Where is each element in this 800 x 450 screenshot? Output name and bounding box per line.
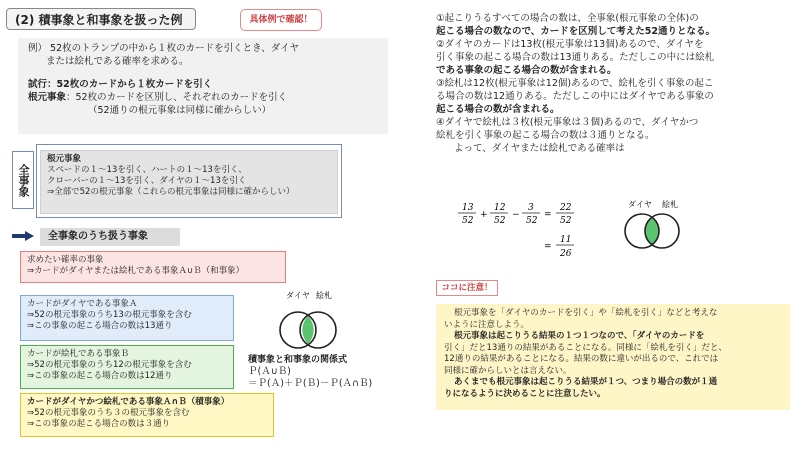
all-events-box [40, 150, 338, 214]
formula-line: ＝Ｐ(Ａ)＋Ｐ(Ｂ)－Ｐ(Ａ∩Ｂ) [248, 378, 373, 389]
all-events-label: 全事象 [12, 151, 34, 209]
card-line: カードがダイヤかつ絵札である事象Ａ∩Ｂ（積事象） [27, 397, 230, 407]
explanation-line: ②ダイヤのカードは13枚(根元事象は13個)あるので、ダイヤを [436, 39, 704, 50]
root-event-label: 根元事象 [28, 92, 67, 103]
all-events-line: ⇒全部で52の根元事象（これらの根元事象は同様に確からしい） [47, 187, 295, 197]
denominator: 52 [462, 216, 474, 226]
explanation-line: である事象の起こる場合の数が含まれる。 [436, 65, 617, 76]
trial-text: 試行：52枚のカードから１枚カードを引く [28, 79, 213, 90]
explanation-line: よって、ダイヤまたは絵札である確率は [454, 143, 625, 154]
venn-label-diamond: ダイヤ [286, 291, 310, 300]
card-line: ⇒52の根元事象のうち13の根元事象を含む [27, 310, 192, 320]
section-title: (2) 積事象と和事象を扱った例 [6, 8, 196, 30]
explanation-line: 絵札を引く事象の起こる場合の数は３通りとなる。 [436, 130, 655, 141]
root-event-desc: ：52枚のカードを区別し、それぞれのカードを引く [66, 92, 288, 103]
probability-fraction [456, 200, 596, 264]
formula-line: Ｐ(Ａ∪Ｂ) [248, 366, 291, 377]
venn-label-face: 絵札 [316, 291, 332, 300]
note-line: りになるように決めることに注意したい。 [444, 388, 606, 399]
explanation-line: る場合の数は12通りある。ただしこの中にはダイヤである事象の [436, 91, 714, 102]
note-line: いように注意しよう。 [444, 319, 530, 330]
explanation-text [436, 12, 790, 155]
card-line: ⇒この事象の起こる場合の数は12通り [27, 371, 173, 381]
note-line: 根元事象は起こりうる結果の１つ１つなので、「ダイヤのカードを [454, 331, 705, 341]
root-event-note: （52通りの根元事象は同様に確からしい） [88, 105, 272, 116]
all-events-line: クローバーの１～13を引く、ダイヤの１～13を引く [47, 176, 247, 186]
root-event-text [28, 91, 378, 104]
card-line: カードがダイヤである事象Ａ [27, 299, 138, 309]
note-line: 引く」だと13通りの結果があることになる。同様に「絵札を引く」だと、 [444, 342, 727, 353]
venn-diagram [610, 198, 694, 250]
card-line: ⇒カードがダイヤまたは絵札である事象Ａ∪Ｂ（和事象） [27, 266, 245, 276]
card-line: 求めたい確率の事象 [27, 255, 104, 265]
explanation-line: 引く事象の起こる場合の数は13通りある。ただしこの中には絵札 [436, 52, 715, 63]
explanation-line: 起こる場合の数が含まれる。 [436, 104, 560, 115]
handled-events-heading: 全事象のうち扱う事象 [40, 228, 180, 246]
numerator: 3 [528, 203, 534, 213]
explanation-line: ①起こりうるすべての場合の数は、全事象(根元事象の全体)の [436, 13, 699, 24]
card-line: ⇒この事象の起こる場合の数は３通り [27, 419, 171, 429]
venn-label-face: 絵札 [662, 200, 678, 209]
denominator: 52 [560, 216, 572, 226]
note-line: 同様に確からしいとは言えない。 [444, 365, 572, 376]
example-badge: 具体例で確認！ [240, 9, 322, 31]
formula-block [248, 354, 388, 390]
equals-sign: = [544, 242, 552, 252]
union-event-card [20, 251, 286, 283]
formula-title: 積事象と和事象の関係式 [248, 355, 348, 365]
card-line: ⇒この事象の起こる場合の数は13通り [27, 321, 173, 331]
denominator: 52 [526, 216, 538, 226]
card-line: ⇒52の根元事象のうち12の根元事象を含む [27, 360, 192, 370]
all-events-heading: 根元事象 [47, 154, 82, 164]
explanation-line: ③絵札は12枚(根元事象は12個)あるので、絵札を引く事象の起こ [436, 78, 714, 89]
venn-diagram [268, 288, 348, 350]
numerator: 11 [560, 235, 572, 245]
card-line: カードが絵札である事象Ｂ [27, 349, 130, 359]
note-line: 12通りの結果があることになる。結果の数に違いが出るので、これでは [444, 354, 719, 364]
minus-sign: − [512, 210, 520, 220]
card-line: ⇒52の根元事象のうち３の根元事象を含む [27, 408, 190, 418]
example-box [18, 38, 388, 134]
denominator: 26 [560, 249, 572, 259]
plus-sign: + [480, 210, 488, 220]
numerator: 22 [560, 203, 572, 213]
numerator: 12 [494, 203, 506, 213]
arrow-right-icon [12, 231, 34, 241]
equals-sign: = [544, 210, 552, 220]
example-line: または絵札である確率を求める。 [46, 56, 189, 67]
explanation-line: 起こる場合の数なので、カードを区別して考えた52通りとなる。 [436, 26, 716, 37]
note-line: あくまでも根元事象は起こりうる結果が１つ、つまり場合の数が１通 [454, 377, 718, 387]
denominator: 52 [494, 216, 506, 226]
venn-label-diamond: ダイヤ [628, 200, 652, 209]
caution-badge: ココに注意！ [436, 280, 498, 296]
numerator: 13 [462, 203, 474, 213]
face-card-event-card [20, 345, 234, 389]
all-events-line: スペードの１～13を引く、ハートの１～13を引く、 [47, 165, 247, 175]
caution-note [436, 304, 790, 410]
explanation-line: ④ダイヤで絵札は３枚(根元事象は３個)あるので、ダイヤかつ [436, 117, 699, 128]
example-line: 例） 52枚のトランプの中から１枚のカードを引くとき、ダイヤ [28, 43, 300, 54]
note-line: 根元事象を「ダイヤのカードを引く」や「絵札を引く」などと考えな [454, 308, 718, 318]
intersection-event-card [20, 393, 274, 437]
diamond-event-card [20, 295, 234, 341]
